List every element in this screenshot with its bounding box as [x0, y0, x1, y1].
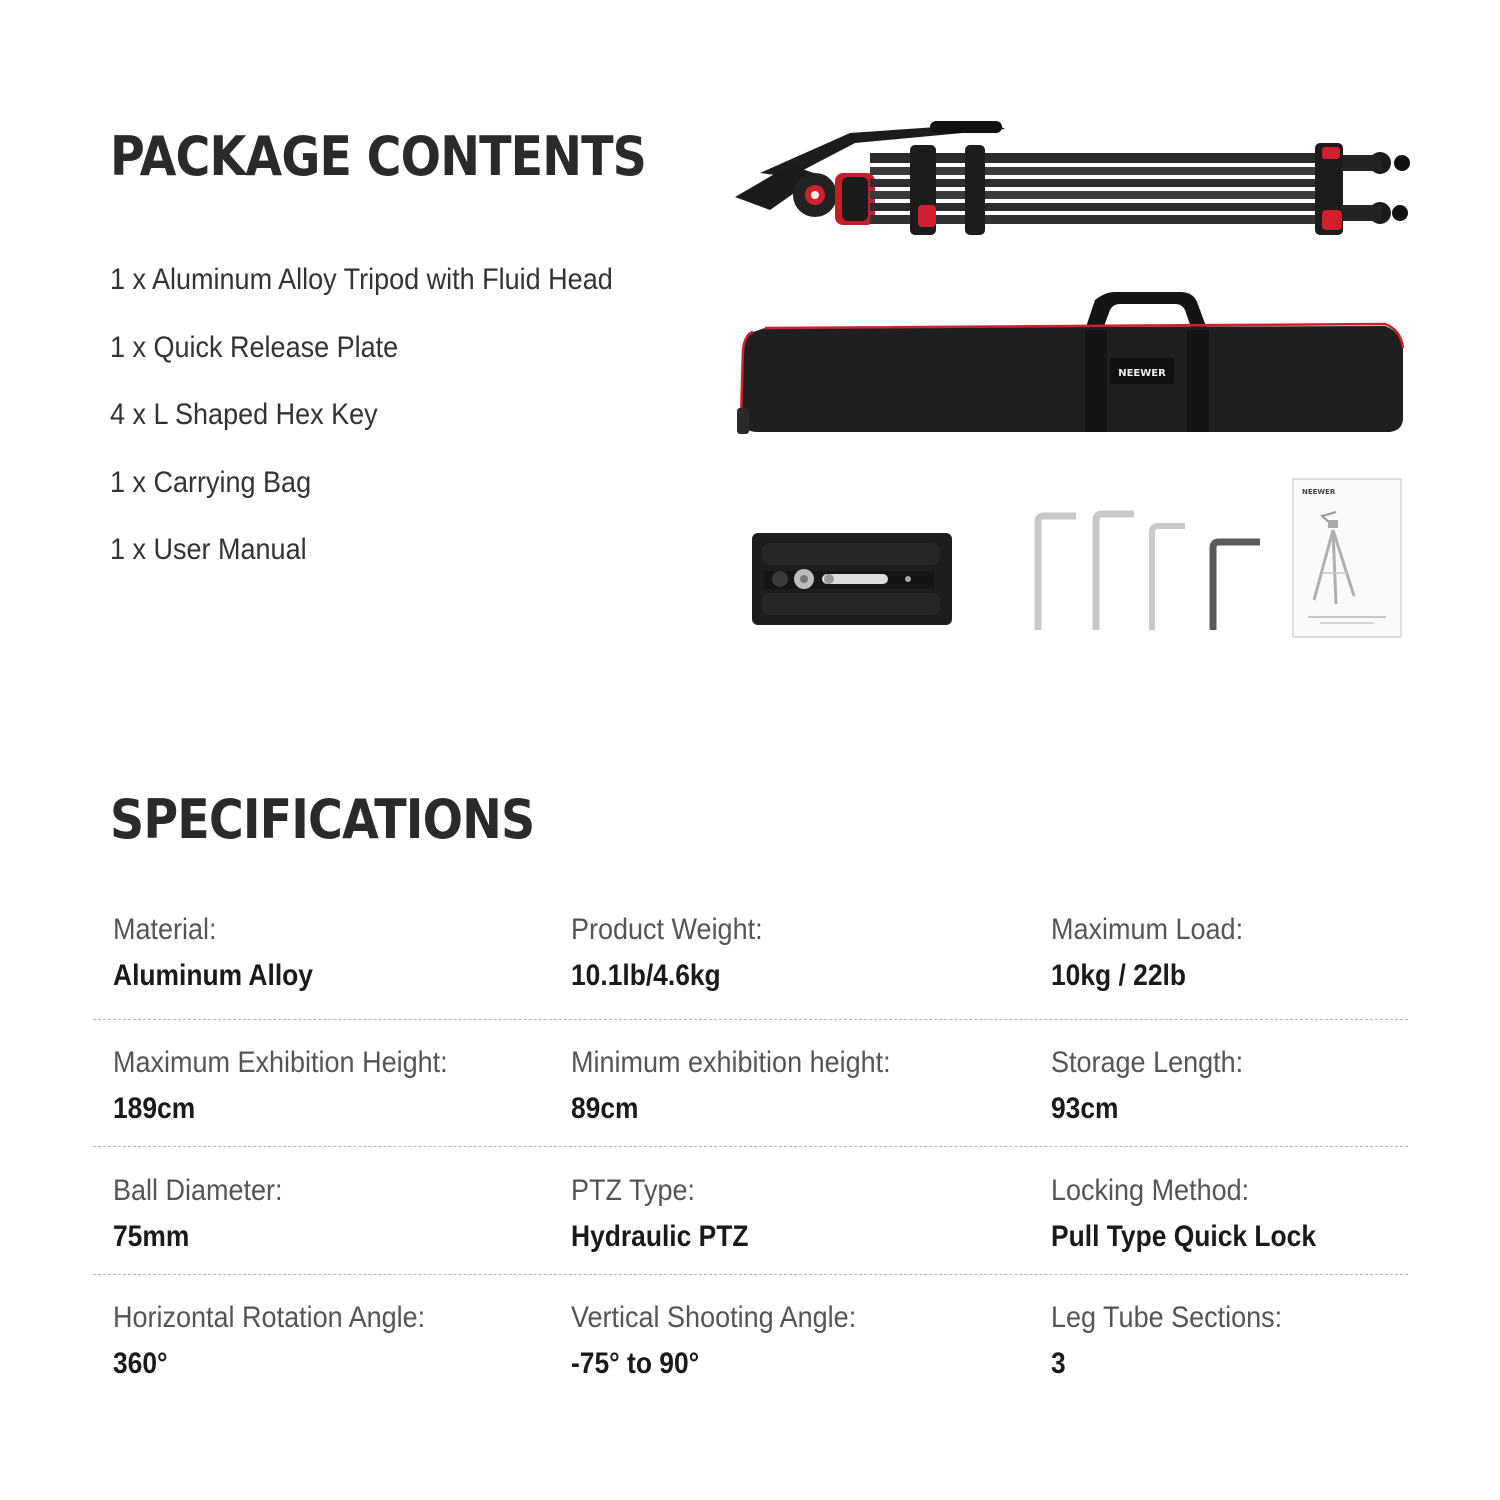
spec-material	[113, 910, 340, 996]
carrying-bag-image	[735, 290, 1407, 438]
spec-value: 89cm	[571, 1092, 639, 1125]
row-divider	[93, 1274, 1408, 1275]
spec-value: Pull Type Quick Lock	[1051, 1220, 1317, 1253]
spec-value: 93cm	[1051, 1092, 1119, 1125]
spec-label: PTZ Type:	[571, 1174, 696, 1207]
spec-label: Maximum Load:	[1051, 913, 1244, 946]
spec-product-weight	[571, 910, 784, 996]
spec-label: Leg Tube Sections:	[1051, 1301, 1283, 1334]
spec-horizontal-rotation-angle	[113, 1298, 460, 1384]
spec-min-exhibition-height	[571, 1043, 926, 1129]
spec-label: Vertical Shooting Angle:	[571, 1301, 857, 1334]
spec-row	[93, 910, 1408, 1020]
package-item: 1 x Quick Release Plate	[110, 330, 399, 364]
manual-brand-label: NEEWER	[1302, 488, 1336, 496]
spec-value: Hydraulic PTZ	[571, 1220, 749, 1253]
spec-value: 3	[1051, 1347, 1066, 1380]
spec-label: Maximum Exhibition Height:	[113, 1046, 448, 1079]
spec-label: Ball Diameter:	[113, 1174, 283, 1207]
quick-release-plate-image	[752, 533, 954, 627]
spec-value: 75mm	[113, 1220, 190, 1253]
package-item: 1 x Aluminum Alloy Tripod with Fluid Head	[110, 263, 613, 296]
spec-ptz-type	[571, 1171, 773, 1257]
spec-locking-method	[1051, 1171, 1352, 1257]
spec-leg-tube-sections	[1051, 1298, 1308, 1384]
package-item: 4 x L Shaped Hex Key	[110, 398, 378, 431]
spec-ball-diameter	[113, 1171, 301, 1257]
spec-row	[93, 1298, 1408, 1398]
spec-label: Minimum exhibition height:	[571, 1046, 891, 1079]
package-contents-list	[110, 258, 669, 596]
user-manual-image	[1292, 478, 1404, 640]
hex-keys-image	[1030, 510, 1265, 635]
spec-vertical-shooting-angle	[571, 1298, 888, 1384]
spec-maximum-load	[1051, 910, 1264, 996]
spec-row	[93, 1043, 1408, 1147]
spec-label: Material:	[113, 913, 217, 946]
spec-row	[93, 1171, 1408, 1275]
spec-value: 360°	[113, 1347, 168, 1380]
bag-brand-label: NEEWER	[1118, 368, 1166, 379]
spec-value: 10kg / 22lb	[1051, 959, 1187, 992]
package-item: 1 x Carrying Bag	[110, 465, 312, 499]
spec-label: Horizontal Rotation Angle:	[113, 1301, 426, 1334]
spec-storage-length	[1051, 1043, 1265, 1129]
package-contents-title: PACKAGE CONTENTS	[110, 125, 646, 188]
package-item: 1 x User Manual	[110, 533, 307, 566]
spec-max-exhibition-height	[113, 1043, 485, 1129]
tripod-image	[730, 115, 1415, 250]
row-divider	[93, 1146, 1408, 1147]
row-divider	[93, 1019, 1408, 1020]
spec-value: 189cm	[113, 1092, 196, 1125]
spec-label: Product Weight:	[571, 913, 763, 946]
spec-label: Storage Length:	[1051, 1046, 1244, 1079]
spec-value: Aluminum Alloy	[113, 959, 313, 992]
specifications-title: SPECIFICATIONS	[110, 788, 535, 851]
spec-value: 10.1lb/4.6kg	[571, 959, 721, 992]
spec-value: -75° to 90°	[571, 1347, 700, 1380]
spec-label: Locking Method:	[1051, 1174, 1250, 1207]
